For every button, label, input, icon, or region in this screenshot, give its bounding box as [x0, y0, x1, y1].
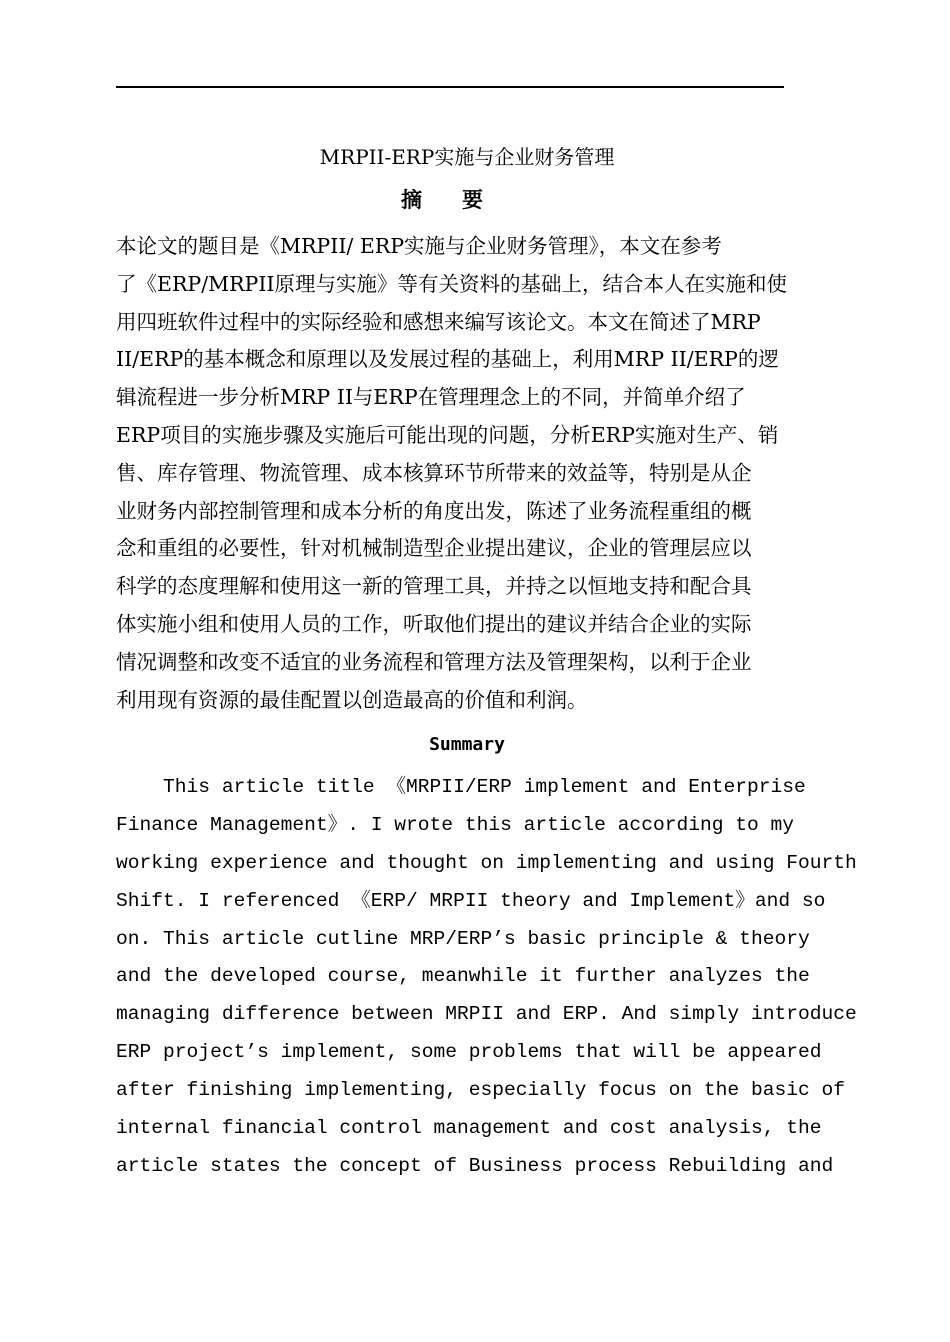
- summary-heading: Summary: [429, 734, 505, 755]
- summary-line: after finishing implementing, especially focus on the basic of: [116, 1079, 846, 1102]
- summary-line: on. This article cutline MRP/ERP’s basic principle & theory: [116, 927, 810, 950]
- abstract-line: 本论文的题目是《MRPII/ ERP实施与企业财务管理》，本文在参考: [116, 234, 722, 258]
- document-title: MRPII-ERP实施与企业财务管理: [319, 145, 615, 169]
- summary-line: managing difference between MRPII and ERP. And simply introduce: [116, 1003, 857, 1026]
- abstract-line: 情况调整和改变不适宜的业务流程和管理方法及管理架构，以利于企业: [116, 649, 752, 674]
- abstract-line: 念和重组的必要性，针对机械制造型企业提出建议，企业的管理层应以: [116, 536, 752, 561]
- abstract-line: ERP项目的实施步骤及实施后可能出现的问题，分析ERP实施对生产、销: [116, 422, 779, 447]
- abstract-line: 了《ERP/MRPII原理与实施》等有关资料的基础上，结合本人在实施和使: [116, 271, 788, 296]
- summary-line: This article title 《MRPII/ERP implement and Enterprise: [116, 776, 806, 798]
- abstract-heading: 摘要: [401, 187, 523, 212]
- abstract-line: 体实施小组和使用人员的工作，听取他们提出的建议并结合企业的实际: [116, 611, 752, 636]
- abstract-line: II/ERP的基本概念和原理以及发展过程的基础上，利用MRP II/ERP的逻: [116, 347, 779, 372]
- abstract-line: 业财务内部控制管理和成本分析的角度出发，陈述了业务流程重组的概: [116, 498, 752, 523]
- abstract-line: 科学的态度理解和使用这一新的管理工具，并持之以恒地支持和配合具: [116, 574, 752, 599]
- summary-line: internal financial control management and cost analysis, the: [116, 1117, 822, 1140]
- abstract-chinese-body: [116, 228, 816, 719]
- summary-line: Shift. I referenced 《ERP/ MRPII theory and Implement》and so: [116, 889, 826, 912]
- header-rule: [116, 86, 784, 88]
- summary-english-body: [116, 769, 857, 1186]
- abstract-line: 利用现有资源的最佳配置以创造最高的价值和利润。: [116, 687, 588, 712]
- summary-line: ERP project’s implement, some problems that will be appeared: [116, 1041, 822, 1064]
- summary-line: Finance Management》. I wrote this article according to my: [116, 813, 795, 836]
- abstract-line: 辑流程进一步分析MRP II与ERP在管理理念上的不同，并简单介绍了: [116, 385, 746, 410]
- abstract-line: 用四班软件过程中的实际经验和感想来编写该论文。本文在简述了MRP: [116, 309, 761, 334]
- summary-line: and the developed course, meanwhile it further analyzes the: [116, 965, 810, 988]
- abstract-line: 售、库存管理、物流管理、成本核算环节所带来的效益等，特别是从企: [116, 460, 752, 485]
- summary-line: article states the concept of Business process Rebuilding and: [116, 1154, 834, 1177]
- summary-line: working experience and thought on implementing and using Fourth: [116, 851, 857, 874]
